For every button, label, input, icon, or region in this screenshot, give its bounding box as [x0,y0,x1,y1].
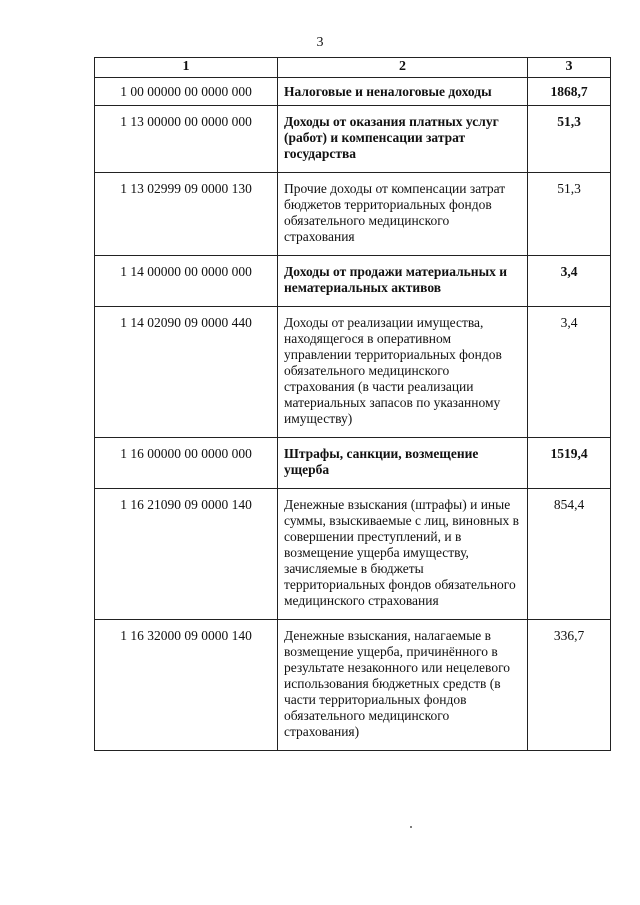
table-row [95,307,611,438]
row-amount: 51,3 [528,173,611,256]
page-number: 3 [316,35,324,50]
table-row [95,489,611,620]
row-code: 1 14 02090 09 0000 440 [95,307,278,438]
row-amount: 51,3 [528,106,611,173]
table-row [95,78,611,106]
scan-speck [410,826,412,828]
column-header-code: 1 [95,58,278,78]
row-code: 1 16 00000 00 0000 000 [95,438,278,489]
row-name: Денежные взыскания, налагаемые в возмещение ущерба, причинённого в результате незаконного или нецелевого использования бюджетных средств (в части территориальных фондов обязательного медицинского страхования) [278,620,528,751]
row-amount: 3,4 [528,307,611,438]
row-name: Доходы от реализации имущества, находящегося в оперативном управлении территориальных фондов обязательного медицинского страхования (в части реализации материальных запасов по указанному имуществу) [278,307,528,438]
row-amount: 336,7 [528,620,611,751]
row-amount: 854,4 [528,489,611,620]
column-header-name: 2 [278,58,528,78]
row-name: Штрафы, санкции, возмещение ущерба [278,438,528,489]
table-row [95,106,611,173]
row-name: Прочие доходы от компенсации затрат бюджетов территориальных фондов обязательного медицинского страхования [278,173,528,256]
column-header-amount: 3 [528,58,611,78]
revenue-table [94,57,611,751]
row-name: Денежные взыскания (штрафы) и иные суммы, взыскиваемые с лиц, виновных в совершении преступлений, и в возмещение ущерба имуществу, зачисляемые в бюджеты территориальных фондов обязательного медицинского страхования [278,489,528,620]
row-code: 1 16 32000 09 0000 140 [95,620,278,751]
table-row [95,173,611,256]
row-amount: 1519,4 [528,438,611,489]
row-amount: 1868,7 [528,78,611,106]
table-row [95,438,611,489]
row-code: 1 13 02999 09 0000 130 [95,173,278,256]
table-row [95,256,611,307]
row-name: Налоговые и неналоговые доходы [278,78,528,106]
row-code: 1 00 00000 00 0000 000 [95,78,278,106]
table-header-row [95,58,611,78]
row-amount: 3,4 [528,256,611,307]
table-row [95,620,611,751]
row-code: 1 16 21090 09 0000 140 [95,489,278,620]
row-name: Доходы от продажи материальных и нематериальных активов [278,256,528,307]
row-name: Доходы от оказания платных услуг (работ) и компенсации затрат государства [278,106,528,173]
row-code: 1 14 00000 00 0000 000 [95,256,278,307]
row-code: 1 13 00000 00 0000 000 [95,106,278,173]
